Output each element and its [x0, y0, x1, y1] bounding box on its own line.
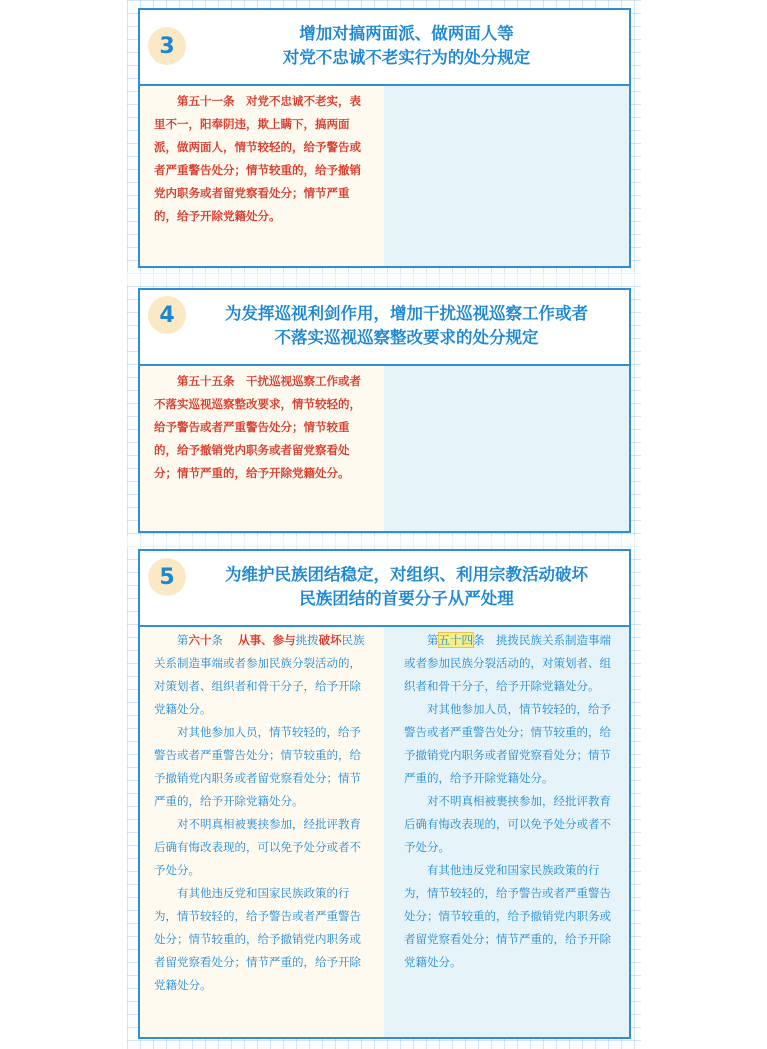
article-paragraph: 对其他参加人员，情节较轻的，给予警告或者严重警告处分；情节较重的，给予撤销党内职务或者留党察看处分；情节严重的，给予开除党籍处分。: [404, 702, 611, 785]
new-article-column: [154, 629, 372, 997]
section-number-badge: 3: [148, 27, 186, 65]
empty-comparison-column: [384, 84, 629, 266]
article-prefix: 第: [177, 633, 189, 647]
empty-comparison-column: [384, 364, 629, 531]
section-title-line: 对党不忠诚不老实行为的处分规定: [282, 48, 531, 67]
article-prefix: 第: [427, 633, 439, 647]
article-text: [154, 370, 372, 485]
section-title: [190, 22, 623, 70]
section-title-line: 民族团结的首要分子从严处理: [299, 589, 514, 608]
article-paragraph: [404, 629, 622, 698]
grid-paper-background: [127, 0, 641, 1049]
section-header: [140, 10, 629, 86]
article-paragraph: 有其他违反党和国家民族政策的行为，情节较轻的，给予警告或者严重警告处分；情节较重的，给予撤销党内职务或者留党察看处分；情节严重的，给予开除党籍处分。: [404, 863, 611, 969]
section-4: [138, 288, 631, 533]
section-title: [190, 563, 623, 611]
added-text: 破坏: [318, 633, 342, 647]
article-text-segment: 民族关系制造事端或者参加民族分裂活动的，对策划者、组织者和骨干分子，给予开除党籍处分。: [154, 633, 365, 716]
section-5: [138, 549, 631, 1039]
added-text: 从事、参与: [238, 633, 296, 647]
section-title-line: 为维护民族团结稳定，对组织、利用宗教活动破坏: [225, 565, 588, 584]
section-title: [190, 302, 623, 350]
section-title-line: 不落实巡视巡察整改要求的处分规定: [274, 328, 539, 347]
article-paragraph: 第五十一条 对党不忠诚不老实，表里不一，阳奉阴违，欺上瞒下，搞两面派，做两面人，情节较轻的，给予警告或者严重警告处分；情节较重的，给予撤销党内职务或者留党察看处分；情节严重的，给予开除党籍处分。: [154, 94, 361, 223]
article-paragraph: 第五十五条 干扰巡视巡察工作或者不落实巡视巡察整改要求，情节较轻的，给予警告或者严重警告处分；情节较重的，给予撤销党内职务或者留党察看处分；情节严重的，给予开除党籍处分。: [154, 374, 361, 480]
article-text: [154, 90, 372, 228]
article-paragraph: 对其他参加人员，情节较轻的，给予警告或者严重警告处分；情节较重的，给予撤销党内职务或者留党察看处分；情节严重的，给予开除党籍处分。: [154, 725, 361, 808]
article-paragraph: 有其他违反党和国家民族政策的行为，情节较轻的，给予警告或者严重警告处分；情节较重的，给予撤销党内职务或者留党察看处分；情节严重的，给予开除党籍处分。: [154, 886, 361, 992]
old-article-column: [404, 629, 622, 974]
article-paragraph: [154, 629, 372, 721]
article-text-segment: 条 挑拨民族关系制造事端或者参加民族分裂活动的，对策划者、组织者和骨干分子，给予开除党籍处分。: [404, 633, 611, 693]
section-header: [140, 290, 629, 366]
article-text-segment: 挑拨: [295, 633, 319, 647]
section-gap: [127, 536, 641, 548]
article-number-changed: 六十: [188, 633, 212, 647]
section-header: [140, 551, 629, 627]
article-suffix: 条: [211, 633, 223, 647]
section-number-badge: 4: [148, 296, 186, 334]
article-paragraph: 对不明真相被裹挟参加，经批评教育后确有悔改表现的，可以免予处分或者不予处分。: [154, 817, 361, 877]
article-paragraph: 对不明真相被裹挟参加，经批评教育后确有悔改表现的，可以免予处分或者不予处分。: [404, 794, 611, 854]
section-gap: [127, 272, 641, 286]
section-3: [138, 8, 631, 268]
section-number-badge: 5: [148, 558, 186, 596]
highlighted-article-number: 五十四: [438, 633, 473, 647]
section-title-line: 为发挥巡视利剑作用，增加干扰巡视巡察工作或者: [225, 304, 588, 323]
section-title-line: 增加对搞两面派、做两面人等: [299, 24, 514, 43]
